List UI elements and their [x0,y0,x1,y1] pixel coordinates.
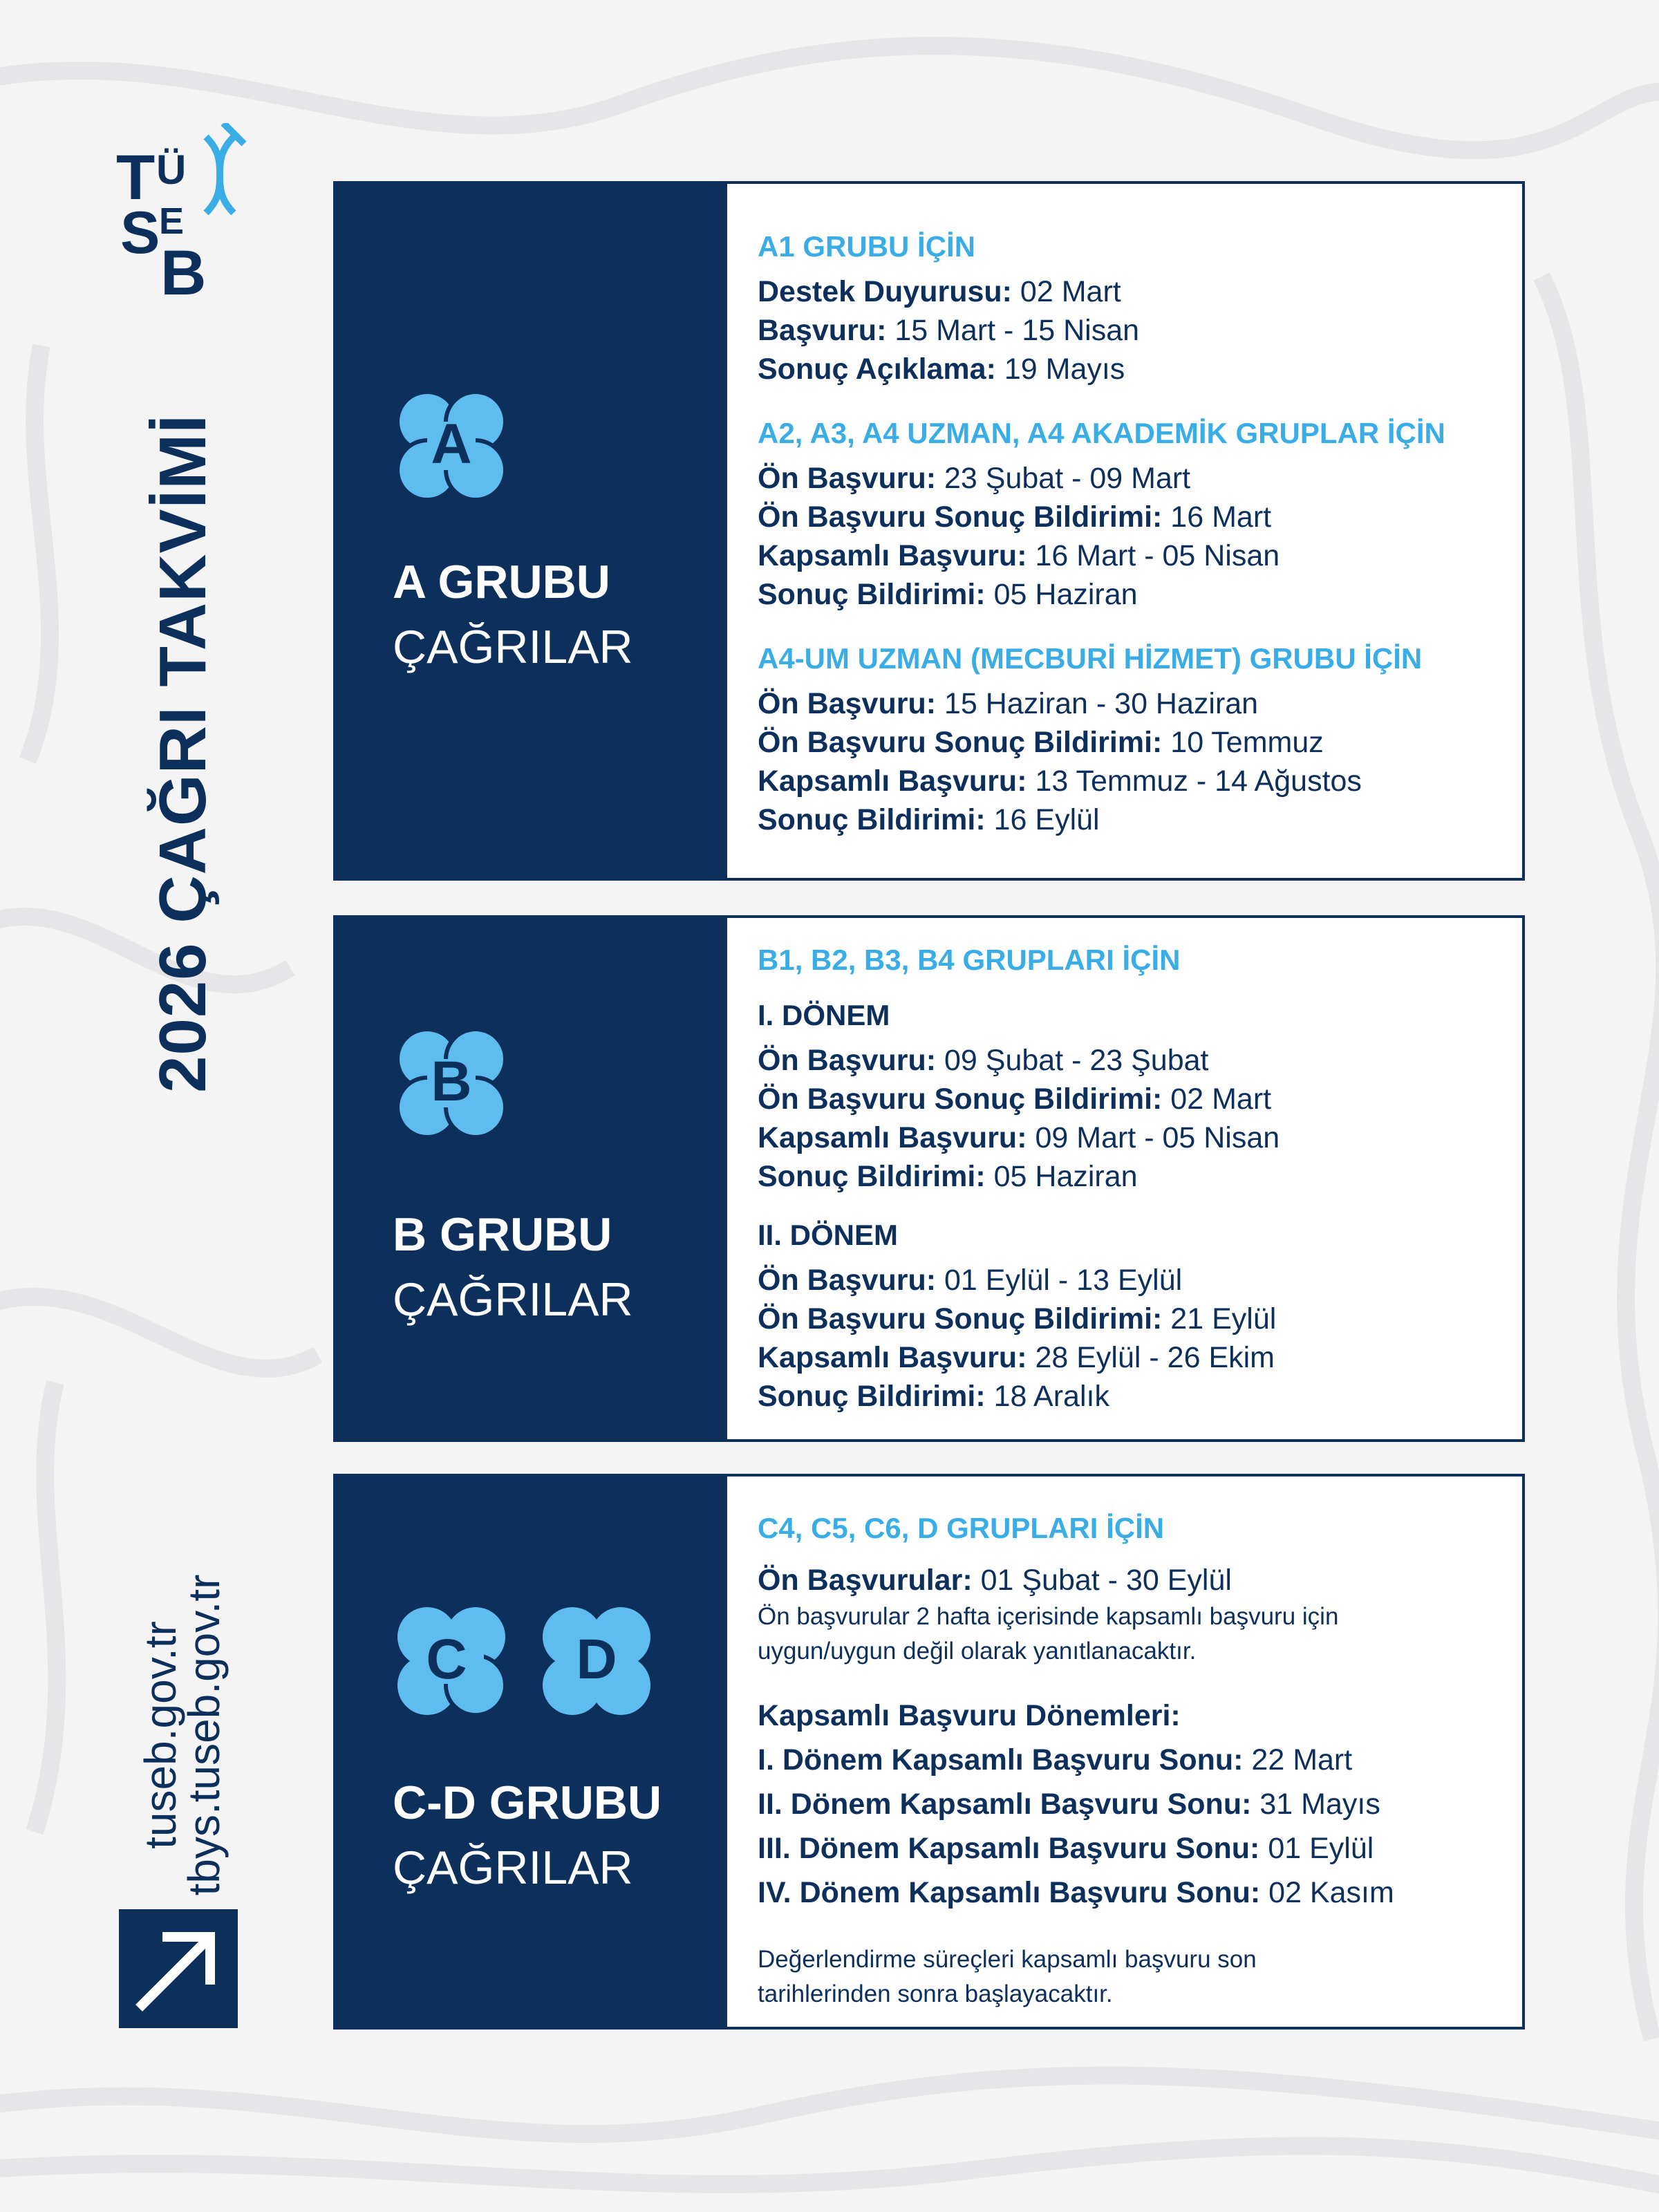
list-item: Sonuç Bildirimi: 05 Haziran [758,1160,1138,1193]
list-item: Sonuç Bildirimi: 05 Haziran [758,578,1138,611]
cd-end-note [758,1942,1501,2012]
svg-text:B: B [431,1050,472,1113]
list-item: Destek Duyurusu: 02 Mart [758,275,1121,308]
list-item: Ön Başvuru Sonuç Bildirimi: 21 Eylül [758,1302,1277,1335]
list-item: Ön Başvuru Sonuç Bildirimi: 10 Temmuz [758,726,1324,759]
calendar-title: 2026 ÇAĞRI TAKVİMİ [146,414,220,1093]
list-item: Ön Başvuru: 09 Şubat - 23 Şubat [758,1044,1209,1077]
group-b-card [333,915,1525,1442]
group-b-icon [391,1023,512,1143]
b-period-2-title: II. DÖNEM [758,1219,899,1251]
group-cd-sub: ÇAĞRILAR [393,1841,633,1894]
list-item: Sonuç Bildirimi: 16 Eylül [758,803,1100,836]
group-a-card [333,181,1525,881]
svg-text:A: A [431,413,472,476]
list-item: III. Dönem Kapsamlı Başvuru Sonu: 01 Eylül [758,1832,1374,1865]
list-item: Sonuç Açıklama: 19 Mayıs [758,353,1125,386]
group-a-sub: ÇAĞRILAR [393,621,633,673]
periods-title: Kapsamlı Başvuru Dönemleri: [758,1699,1181,1732]
website-link[interactable]: tuseb.gov.tr [135,1621,185,1849]
b-title: B1, B2, B3, B4 GRUPLARI İÇİN [758,944,1181,976]
cd-section [758,1514,1501,1543]
list-item: Kapsamlı Başvuru: 13 Temmuz - 14 Ağustos [758,765,1362,798]
b-period-2 [758,1221,1501,1416]
list-item: Ön Başvurular: 01 Şubat - 30 Eylül [758,1564,1232,1597]
arrow-up-right-icon[interactable] [119,1909,238,2028]
list-item: Başvuru: 15 Mart - 15 Nisan [758,314,1140,347]
list-item: II. Dönem Kapsamlı Başvuru Sonu: 31 Mayıs [758,1788,1380,1821]
a2-a4-section [758,419,1501,614]
svg-text:T: T [116,142,156,213]
b-section [758,946,1501,975]
list-item: I. Dönem Kapsamlı Başvuru Sonu: 22 Mart [758,1743,1353,1777]
group-cd-panel [336,1477,727,2027]
group-cd-card [333,1474,1525,2030]
group-a-name: A GRUBU [393,556,610,608]
pre-note: Ön başvurular 2 hafta içerisinde kapsamlı başvuru için [758,1603,1339,1630]
svg-text:B: B [160,238,207,303]
a4-um-section [758,644,1501,839]
svg-text:D: D [576,1628,617,1691]
list-item: Kapsamlı Başvuru: 09 Mart - 05 Nisan [758,1121,1280,1154]
a1-title: A1 GRUBU İÇİN [758,230,976,263]
list-item: Kapsamlı Başvuru: 16 Mart - 05 Nisan [758,539,1280,572]
end-note: tarihlerinden sonra başlayacaktır. [758,1980,1113,2007]
list-item: Ön Başvuru: 23 Şubat - 09 Mart [758,462,1191,495]
a2-a4-title: A2, A3, A4 UZMAN, A4 AKADEMİK GRUPLAR İÇİN [758,417,1445,449]
a4-um-title: A4-UM UZMAN (MECBURİ HİZMET) GRUBU İÇİN [758,642,1423,675]
svg-text:E: E [159,200,185,242]
b-period-1-title: I. DÖNEM [758,999,890,1031]
svg-text:S: S [120,200,160,266]
svg-text:Ü: Ü [156,147,187,193]
group-b-sub: ÇAĞRILAR [393,1273,633,1326]
pre-note: uygun/uygun değil olarak yanıtlanacaktır. [758,1638,1197,1665]
cd-periods-section [758,1696,1501,1915]
cd-title: C4, C5, C6, D GRUPLARI İÇİN [758,1512,1165,1544]
group-b-panel [336,918,727,1439]
end-note: Değerlendirme süreçleri kapsamlı başvuru son [758,1946,1257,1973]
group-c-icon [391,1601,512,1721]
list-item: IV. Dönem Kapsamlı Başvuru Sonu: 02 Kasım [758,1876,1394,1909]
list-item: Ön Başvuru: 01 Eylül - 13 Eylül [758,1264,1183,1297]
a1-section [758,232,1501,388]
list-item: Ön Başvuru Sonuç Bildirimi: 02 Mart [758,1082,1272,1116]
tuseb-logo [116,123,247,303]
portal-link[interactable]: tbys.tuseb.gov.tr [179,1574,229,1896]
group-b-name: B GRUBU [393,1208,612,1261]
cd-pre-section [758,1561,1501,1669]
list-item: Ön Başvuru: 15 Haziran - 30 Haziran [758,687,1259,720]
list-item: Ön Başvuru Sonuç Bildirimi: 16 Mart [758,500,1272,534]
list-item: Kapsamlı Başvuru: 28 Eylül - 26 Ekim [758,1341,1275,1374]
svg-text:C: C [426,1628,467,1691]
group-a-icon [391,386,512,506]
list-item: Sonuç Bildirimi: 18 Aralık [758,1380,1109,1413]
b-period-1 [758,1001,1501,1196]
group-cd-name: C-D GRUBU [393,1777,662,1829]
group-d-icon [536,1601,657,1721]
group-a-panel [336,184,727,878]
